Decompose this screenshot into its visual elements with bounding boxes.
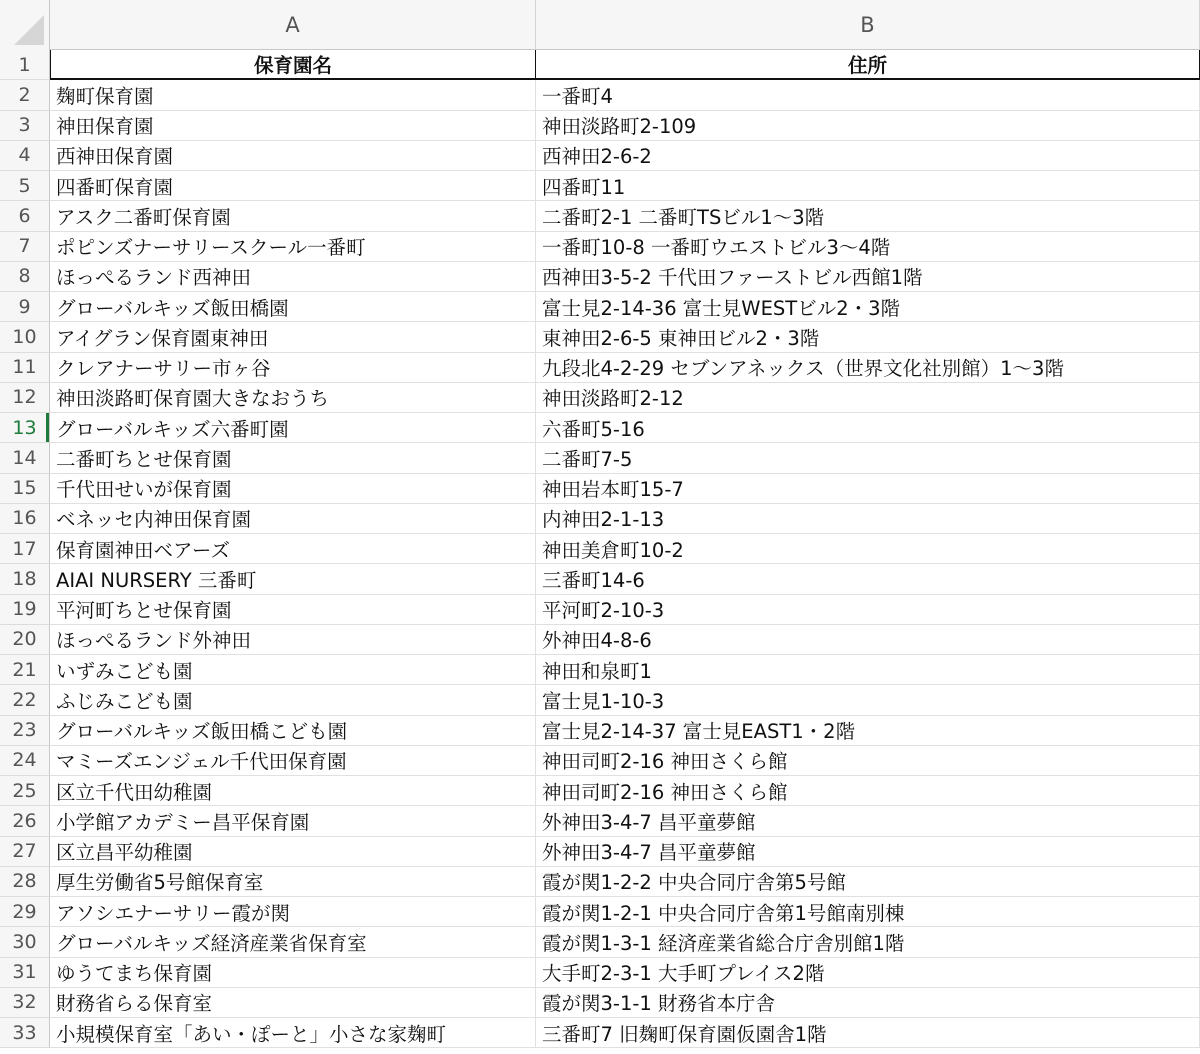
- table-row: [0, 655, 1200, 685]
- cell-nursery-name[interactable]: グローバルキッズ経済産業省保育室: [50, 927, 536, 957]
- cell-address[interactable]: 三番町7 旧麹町保育園仮園舎1階: [536, 1018, 1200, 1048]
- table-row: [0, 776, 1200, 806]
- row-header[interactable]: 29: [0, 897, 50, 927]
- cell-address[interactable]: 霞が関1-3-1 経済産業省総合庁舎別館1階: [536, 927, 1200, 957]
- row-header[interactable]: 16: [0, 504, 50, 534]
- table-row: [0, 232, 1200, 262]
- row-header[interactable]: 13: [0, 413, 50, 443]
- row-header[interactable]: 28: [0, 867, 50, 897]
- table-row: [0, 746, 1200, 776]
- cell-address[interactable]: 富士見2-14-36 富士見WESTビル2・3階: [536, 292, 1200, 322]
- table-row: [0, 595, 1200, 625]
- cell-address[interactable]: 神田淡路町2-12: [536, 383, 1200, 413]
- cell-address[interactable]: 霞が関1-2-1 中央合同庁舎第1号館南別棟: [536, 897, 1200, 927]
- cell-address[interactable]: 神田和泉町1: [536, 655, 1200, 685]
- cell-nursery-name[interactable]: 平河町ちとせ保育園: [50, 595, 536, 625]
- table-row: [0, 716, 1200, 746]
- cell-nursery-name[interactable]: アイグラン保育園東神田: [50, 322, 536, 352]
- cell-nursery-name[interactable]: ベネッセ内神田保育園: [50, 504, 536, 534]
- row-header[interactable]: 11: [0, 353, 50, 383]
- cell-address[interactable]: 外神田3-4-7 昌平童夢館: [536, 806, 1200, 836]
- row-header[interactable]: 23: [0, 716, 50, 746]
- cell-nursery-name[interactable]: グローバルキッズ飯田橋こども園: [50, 716, 536, 746]
- cell-address[interactable]: 神田美倉町10-2: [536, 534, 1200, 564]
- column-header-a[interactable]: A: [50, 0, 536, 50]
- row-header[interactable]: 20: [0, 625, 50, 655]
- table-row: [0, 474, 1200, 504]
- header-cell-address[interactable]: 住所: [536, 50, 1200, 80]
- row-header[interactable]: 32: [0, 988, 50, 1018]
- cell-address[interactable]: 霞が関3-1-1 財務省本庁舎: [536, 988, 1200, 1018]
- cell-address[interactable]: 四番町11: [536, 171, 1200, 201]
- cell-address[interactable]: 東神田2-6-5 東神田ビル2・3階: [536, 322, 1200, 352]
- cell-address[interactable]: 二番町7-5: [536, 443, 1200, 473]
- table-row: [0, 141, 1200, 171]
- row-header[interactable]: 9: [0, 292, 50, 322]
- table-row: [0, 353, 1200, 383]
- table-row: [0, 383, 1200, 413]
- cell-address[interactable]: 外神田4-8-6: [536, 625, 1200, 655]
- cell-nursery-name[interactable]: 神田保育園: [50, 111, 536, 141]
- row-header[interactable]: 22: [0, 685, 50, 715]
- table-row: [0, 988, 1200, 1018]
- row-header[interactable]: 15: [0, 474, 50, 504]
- cell-address[interactable]: 外神田3-4-7 昌平童夢館: [536, 837, 1200, 867]
- table-row: [0, 625, 1200, 655]
- row-header[interactable]: 5: [0, 171, 50, 201]
- row-header[interactable]: 17: [0, 534, 50, 564]
- cell-nursery-name[interactable]: ほっぺるランド西神田: [50, 262, 536, 292]
- cell-address[interactable]: 神田司町2-16 神田さくら館: [536, 776, 1200, 806]
- row-header[interactable]: 26: [0, 806, 50, 836]
- table-row: [0, 262, 1200, 292]
- row-header[interactable]: 7: [0, 232, 50, 262]
- row-header[interactable]: 31: [0, 958, 50, 988]
- cell-nursery-name[interactable]: AIAI NURSERY 三番町: [50, 564, 536, 594]
- table-row: [0, 806, 1200, 836]
- table-row: [0, 443, 1200, 473]
- cell-nursery-name[interactable]: グローバルキッズ飯田橋園: [50, 292, 536, 322]
- table-row: [0, 927, 1200, 957]
- cell-nursery-name[interactable]: クレアナーサリー市ヶ谷: [50, 353, 536, 383]
- cell-nursery-name[interactable]: マミーズエンジェル千代田保育園: [50, 746, 536, 776]
- cell-address[interactable]: 九段北4-2-29 セブンアネックス（世界文化社別館）1～3階: [536, 353, 1200, 383]
- cell-nursery-name[interactable]: 区立昌平幼稚園: [50, 837, 536, 867]
- table-row: [0, 867, 1200, 897]
- cell-nursery-name[interactable]: 区立千代田幼稚園: [50, 776, 536, 806]
- table-row: [0, 111, 1200, 141]
- cell-address[interactable]: 六番町5-16: [536, 413, 1200, 443]
- row-header[interactable]: 33: [0, 1018, 50, 1048]
- cell-address[interactable]: 富士見2-14-37 富士見EAST1・2階: [536, 716, 1200, 746]
- table-row: [0, 504, 1200, 534]
- row-header[interactable]: 3: [0, 111, 50, 141]
- cell-nursery-name[interactable]: 千代田せいが保育園: [50, 474, 536, 504]
- column-header-row: [0, 0, 1200, 50]
- table-row: [0, 171, 1200, 201]
- cell-address[interactable]: 神田淡路町2-109: [536, 111, 1200, 141]
- cell-address[interactable]: 三番町14-6: [536, 564, 1200, 594]
- cell-nursery-name[interactable]: 厚生労働省5号館保育室: [50, 867, 536, 897]
- cell-nursery-name[interactable]: ふじみこども園: [50, 685, 536, 715]
- cell-address[interactable]: 内神田2-1-13: [536, 504, 1200, 534]
- cell-address[interactable]: 西神田3-5-2 千代田ファーストビル西館1階: [536, 262, 1200, 292]
- table-row: [0, 837, 1200, 867]
- table-row: [0, 564, 1200, 594]
- cell-nursery-name[interactable]: 神田淡路町保育園大きなおうち: [50, 383, 536, 413]
- cell-address[interactable]: 平河町2-10-3: [536, 595, 1200, 625]
- row-header[interactable]: 18: [0, 564, 50, 594]
- cell-nursery-name[interactable]: ポピンズナーサリースクール一番町: [50, 232, 536, 262]
- row-header[interactable]: 8: [0, 262, 50, 292]
- table-row: [0, 534, 1200, 564]
- table-row: [0, 685, 1200, 715]
- cell-nursery-name[interactable]: 保育園神田ベアーズ: [50, 534, 536, 564]
- table-row: [0, 322, 1200, 352]
- table-row: [0, 958, 1200, 988]
- row-header[interactable]: 25: [0, 776, 50, 806]
- cell-nursery-name[interactable]: ほっぺるランド外神田: [50, 625, 536, 655]
- cell-nursery-name[interactable]: 二番町ちとせ保育園: [50, 443, 536, 473]
- column-header-b[interactable]: B: [536, 0, 1200, 50]
- cell-address[interactable]: 一番町10-8 一番町ウエストビル3～4階: [536, 232, 1200, 262]
- cell-address[interactable]: 二番町2-1 二番町TSビル1～3階: [536, 201, 1200, 231]
- row-header[interactable]: 19: [0, 595, 50, 625]
- cell-nursery-name[interactable]: 麹町保育園: [50, 80, 536, 110]
- row-header[interactable]: 10: [0, 322, 50, 352]
- row-header[interactable]: 21: [0, 655, 50, 685]
- table-row: [0, 292, 1200, 322]
- table-row: [0, 897, 1200, 927]
- row-header[interactable]: 30: [0, 927, 50, 957]
- row-header[interactable]: 2: [0, 80, 50, 110]
- cell-address[interactable]: 霞が関1-2-2 中央合同庁舎第5号館: [536, 867, 1200, 897]
- table-row: [0, 201, 1200, 231]
- cell-nursery-name[interactable]: 財務省らる保育室: [50, 988, 536, 1018]
- cell-nursery-name[interactable]: アスク二番町保育園: [50, 201, 536, 231]
- cell-nursery-name[interactable]: アソシエナーサリー霞が関: [50, 897, 536, 927]
- row-header[interactable]: 12: [0, 383, 50, 413]
- table-header-row: [0, 50, 1200, 80]
- row-header[interactable]: 27: [0, 837, 50, 867]
- row-header[interactable]: 4: [0, 141, 50, 171]
- cell-nursery-name[interactable]: ゆうてまち保育園: [50, 958, 536, 988]
- cell-nursery-name[interactable]: 西神田保育園: [50, 141, 536, 171]
- cell-address[interactable]: 西神田2-6-2: [536, 141, 1200, 171]
- table-row: [0, 80, 1200, 110]
- cell-address[interactable]: 富士見1-10-3: [536, 685, 1200, 715]
- table-row: [0, 1018, 1200, 1048]
- select-all-corner[interactable]: [0, 0, 50, 50]
- cell-address[interactable]: 一番町4: [536, 80, 1200, 110]
- header-cell-nursery-name[interactable]: 保育園名: [50, 50, 536, 80]
- row-header[interactable]: 1: [0, 50, 50, 80]
- row-header[interactable]: 24: [0, 746, 50, 776]
- cell-nursery-name[interactable]: いずみこども園: [50, 655, 536, 685]
- cell-nursery-name[interactable]: 小学館アカデミー昌平保育園: [50, 806, 536, 836]
- table-row: [0, 413, 1200, 443]
- cell-nursery-name[interactable]: 四番町保育園: [50, 171, 536, 201]
- row-header[interactable]: 6: [0, 201, 50, 231]
- cell-address[interactable]: 大手町2-3-1 大手町プレイス2階: [536, 958, 1200, 988]
- select-all-icon: [14, 15, 44, 45]
- cell-address[interactable]: 神田司町2-16 神田さくら館: [536, 746, 1200, 776]
- row-header[interactable]: 14: [0, 443, 50, 473]
- cell-nursery-name[interactable]: グローバルキッズ六番町園: [50, 413, 536, 443]
- cell-address[interactable]: 神田岩本町15-7: [536, 474, 1200, 504]
- cell-nursery-name[interactable]: 小規模保育室「あい・ぽーと」小さな家麹町: [50, 1018, 536, 1048]
- cell-grid: [0, 50, 1200, 1048]
